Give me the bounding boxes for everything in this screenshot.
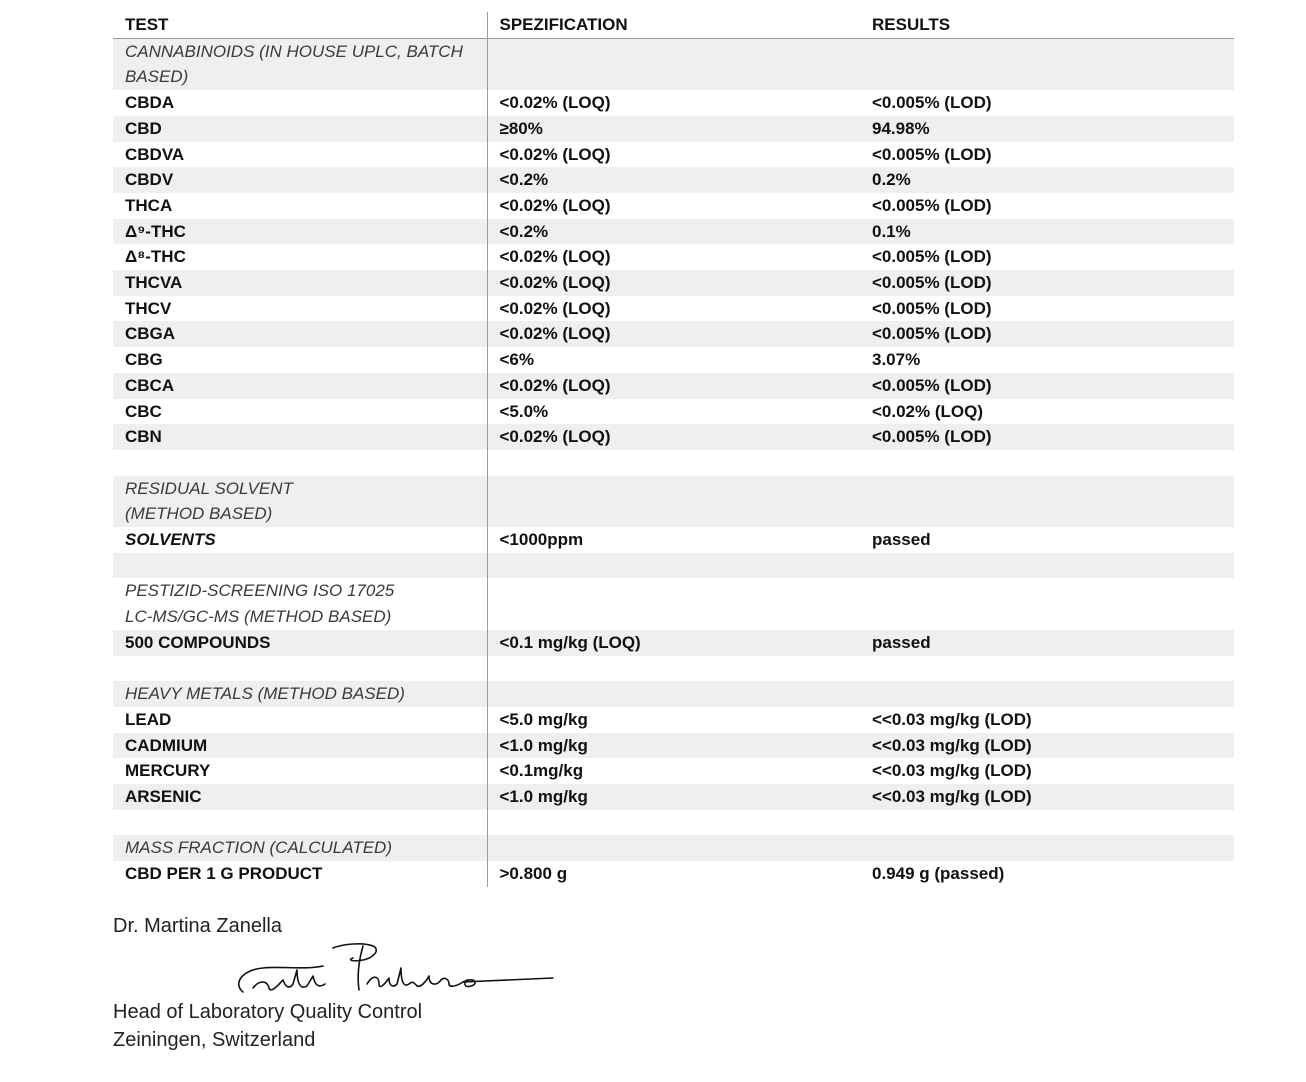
table-row — [113, 270, 1234, 296]
test-name: CBN — [113, 424, 487, 450]
result-value: <0.005% (LOD) — [860, 90, 1234, 116]
test-name: CBDVA — [113, 142, 487, 168]
test-name: CBD PER 1 G PRODUCT — [113, 861, 487, 887]
header-specification: SPEZIFICATION — [487, 12, 860, 38]
table-row — [113, 244, 1234, 270]
spec-value: ≥80% — [487, 116, 860, 142]
result-value: 94.98% — [860, 116, 1234, 142]
spec-value: <0.2% — [487, 219, 860, 245]
section-label-heavy-metals: HEAVY METALS (METHOD BASED) — [113, 681, 487, 707]
spec-value: <0.02% (LOQ) — [487, 321, 860, 347]
test-name: THCV — [113, 296, 487, 322]
handwritten-signature-icon — [213, 940, 573, 998]
test-name: CADMIUM — [113, 733, 487, 759]
spec-value: >0.800 g — [487, 861, 860, 887]
test-name: THCA — [113, 193, 487, 219]
table-row — [113, 296, 1234, 322]
table-row — [113, 116, 1234, 142]
result-value: <0.005% (LOD) — [860, 193, 1234, 219]
result-value: <0.005% (LOD) — [860, 270, 1234, 296]
spec-value: <0.1mg/kg — [487, 758, 860, 784]
spec-value: <0.1 mg/kg (LOQ) — [487, 630, 860, 656]
test-name: Δ⁹-THC — [113, 219, 487, 245]
test-name: CBD — [113, 116, 487, 142]
table-row — [113, 733, 1234, 759]
table-row — [113, 424, 1234, 450]
result-value: passed — [860, 527, 1234, 553]
table-row — [113, 399, 1234, 425]
results-table — [113, 12, 1234, 887]
result-value: <0.005% (LOD) — [860, 373, 1234, 399]
result-value: <<0.03 mg/kg (LOD) — [860, 758, 1234, 784]
signature-block — [113, 912, 533, 1054]
signatory-location: Zeiningen, Switzerland — [113, 1029, 316, 1051]
test-name: CBCA — [113, 373, 487, 399]
result-value: <0.02% (LOQ) — [860, 399, 1234, 425]
spacer-row — [113, 656, 1234, 682]
spacer-row — [113, 553, 1234, 579]
spec-value: <0.02% (LOQ) — [487, 373, 860, 399]
table-row — [113, 527, 1234, 553]
table-row — [113, 861, 1234, 887]
test-name: THCVA — [113, 270, 487, 296]
spec-value: <0.02% (LOQ) — [487, 296, 860, 322]
header-results: RESULTS — [860, 12, 1234, 38]
result-value: <0.005% (LOD) — [860, 424, 1234, 450]
section-label-residual-solvent: RESIDUAL SOLVENT (METHOD BASED) — [113, 476, 487, 527]
result-value: 3.07% — [860, 347, 1234, 373]
table-row — [113, 321, 1234, 347]
test-name: CBC — [113, 399, 487, 425]
section-row-heavy-metals — [113, 681, 1234, 707]
table-row — [113, 707, 1234, 733]
test-name: CBG — [113, 347, 487, 373]
result-value: <0.005% (LOD) — [860, 296, 1234, 322]
section-label-pesticide: PESTIZID-SCREENING ISO 17025 LC-MS/GC-MS (METHOD BASED) — [113, 578, 487, 629]
result-value: passed — [860, 630, 1234, 656]
test-name: Δ⁸-THC — [113, 244, 487, 270]
spec-value: <0.02% (LOQ) — [487, 193, 860, 219]
table-row — [113, 142, 1234, 168]
spec-value: <0.2% — [487, 167, 860, 193]
result-value: 0.1% — [860, 219, 1234, 245]
section-row-pesticide — [113, 578, 1234, 629]
signatory-title: Head of Laboratory Quality Control — [113, 1001, 423, 1023]
header-test: TEST — [113, 12, 487, 38]
result-value: <0.005% (LOD) — [860, 142, 1234, 168]
spacer-row — [113, 450, 1234, 476]
table-row — [113, 758, 1234, 784]
spec-value: <0.02% (LOQ) — [487, 142, 860, 168]
table-row — [113, 193, 1234, 219]
section-row-mass-fraction — [113, 835, 1234, 861]
spec-value: <0.02% (LOQ) — [487, 244, 860, 270]
result-value: <0.005% (LOD) — [860, 244, 1234, 270]
section-row-cannabinoids — [113, 38, 1234, 90]
spec-value: <6% — [487, 347, 860, 373]
analysis-certificate — [113, 12, 1234, 887]
spec-value: <0.02% (LOQ) — [487, 90, 860, 116]
spec-value: <1.0 mg/kg — [487, 784, 860, 810]
test-name: CBDV — [113, 167, 487, 193]
section-label-cannabinoids: CANNABINOIDS (IN HOUSE UPLC, BATCH BASED) — [113, 38, 487, 90]
test-name: MERCURY — [113, 758, 487, 784]
table-row — [113, 784, 1234, 810]
table-row — [113, 90, 1234, 116]
signatory-name: Dr. Martina Zanella — [113, 915, 282, 937]
test-name: CBDA — [113, 90, 487, 116]
spec-value: <1.0 mg/kg — [487, 733, 860, 759]
test-name: LEAD — [113, 707, 487, 733]
spec-value: <0.02% (LOQ) — [487, 424, 860, 450]
spec-value: <5.0% — [487, 399, 860, 425]
test-name: SOLVENTS — [113, 527, 487, 553]
table-row — [113, 347, 1234, 373]
table-row — [113, 630, 1234, 656]
table-row — [113, 167, 1234, 193]
test-name: 500 COMPOUNDS — [113, 630, 487, 656]
result-value: <<0.03 mg/kg (LOD) — [860, 784, 1234, 810]
spec-value: <0.02% (LOQ) — [487, 270, 860, 296]
spec-value: <5.0 mg/kg — [487, 707, 860, 733]
result-value: 0.2% — [860, 167, 1234, 193]
test-name: ARSENIC — [113, 784, 487, 810]
test-name: CBGA — [113, 321, 487, 347]
result-value: 0.949 g (passed) — [860, 861, 1234, 887]
table-header-row — [113, 12, 1234, 38]
table-row — [113, 373, 1234, 399]
section-row-residual-solvent — [113, 476, 1234, 527]
result-value: <0.005% (LOD) — [860, 321, 1234, 347]
result-value: <<0.03 mg/kg (LOD) — [860, 707, 1234, 733]
table-row — [113, 219, 1234, 245]
spec-value: <1000ppm — [487, 527, 860, 553]
spacer-row — [113, 810, 1234, 836]
section-label-mass-fraction: MASS FRACTION (CALCULATED) — [113, 835, 487, 861]
result-value: <<0.03 mg/kg (LOD) — [860, 733, 1234, 759]
